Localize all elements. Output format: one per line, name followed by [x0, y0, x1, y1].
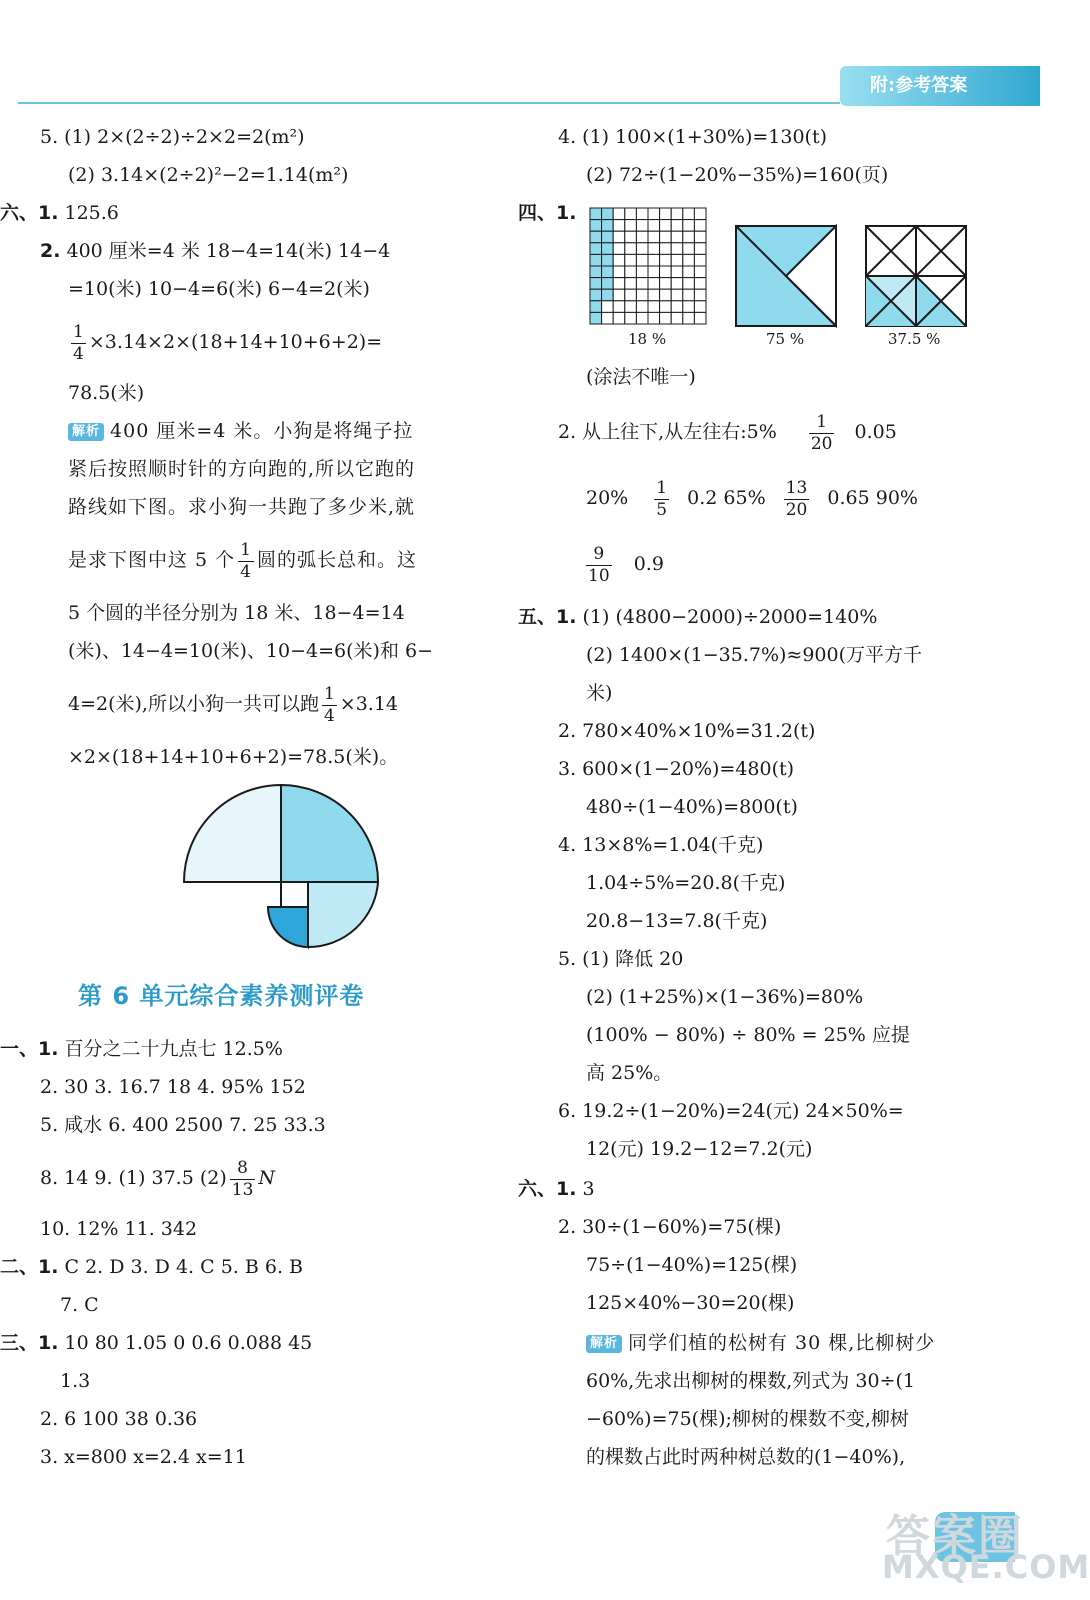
grid-cell	[694, 266, 706, 278]
unit-line-6: 二、1. C 2. D 3. D 4. C 5. B 6. B	[0, 1256, 304, 1278]
right-line-19: (100% − 80%) ÷ 80% = 25% 应提	[586, 1024, 910, 1046]
grid-cell	[671, 278, 683, 290]
right-line-12: 3. 600×(1−20%)=480(t)	[558, 758, 795, 780]
grid-cell	[625, 231, 637, 243]
grid-cell	[602, 254, 614, 266]
right-line-7: $\frac{9}{10}$ 0.9	[588, 543, 664, 586]
grid-cell	[636, 301, 648, 313]
grid-cell	[625, 220, 637, 232]
left-line-5: =10(米) 10−4=6(米) 6−4=2(米)	[68, 278, 370, 300]
grid-cell	[602, 278, 614, 290]
grid-cell	[590, 312, 602, 324]
fraction-1-5: $\frac{1}{5}$	[656, 477, 668, 520]
grid-cell	[625, 278, 637, 290]
grid-cell	[613, 278, 625, 290]
grid-cell	[683, 301, 695, 313]
item-number: 2.	[40, 240, 61, 262]
grid-cell	[660, 312, 672, 324]
grid-cell	[590, 243, 602, 255]
grid-cell	[636, 312, 648, 324]
grid-cell	[671, 208, 683, 220]
grid-cell	[694, 231, 706, 243]
grid-cell	[613, 208, 625, 220]
grid-cell	[625, 289, 637, 301]
grid-cell	[660, 208, 672, 220]
grid-cell	[648, 301, 660, 313]
right-line-17: 5. (1) 降低 20	[558, 948, 684, 970]
grid-cell	[683, 278, 695, 290]
grid-cell	[625, 301, 637, 313]
square-75-percent	[734, 224, 838, 328]
grid-cell	[648, 289, 660, 301]
fraction-13-20: $\frac{13}{20}$	[785, 477, 808, 520]
answer-text: ×3.14×2×(18+14+10+6+2)=	[88, 331, 383, 353]
arc-6-fill	[268, 907, 308, 947]
analysis-line-4: 是求下图中这 5 个 $\frac{1}{4}$ 圆的弧长总和。这	[68, 539, 418, 582]
grid-cell	[671, 289, 683, 301]
unit-line-3: 5. 咸水 6. 400 2500 7. 25 33.3	[40, 1114, 326, 1136]
analysis-tag: 解析	[68, 423, 104, 441]
right-line-22: 12(元) 19.2−12=7.2(元)	[586, 1138, 813, 1160]
right-line-9: (2) 1400×(1−35.7%)≈900(万平方千	[586, 644, 923, 666]
fraction-1-20: $\frac{1}{20}$	[810, 411, 833, 454]
grid-cell	[636, 254, 648, 266]
right-line-20: 高 25%。	[586, 1062, 673, 1084]
grid-cell	[625, 266, 637, 278]
unit-line-10: 2. 6 100 38 0.36	[40, 1408, 198, 1430]
analysis-line-6: (米)、14−4=10(米)、10−4=6(米)和 6−	[68, 640, 433, 662]
grid-cell	[671, 301, 683, 313]
right-line-13: 480÷(1−40%)=800(t)	[586, 796, 798, 818]
grid-cell	[590, 254, 602, 266]
left-line-2: (2) 3.14×(2÷2)²−2=1.14(m²)	[68, 164, 349, 186]
arc-14	[281, 785, 378, 882]
grid-cell	[671, 231, 683, 243]
grid-cell	[648, 278, 660, 290]
right-line-2: (2) 72÷(1−20%−35%)=160(页)	[586, 164, 889, 186]
unit-line-4: 8. 14 9. (1) 37.5 (2) $\frac{8}{13}$ N	[40, 1157, 276, 1200]
grid-cell	[636, 231, 648, 243]
grid-cell	[602, 301, 614, 313]
grid-cell	[590, 220, 602, 232]
analysis-tag: 解析	[586, 1335, 622, 1353]
grid-cell	[648, 312, 660, 324]
answer-text: 400 厘米=4 米 18−4=14(米) 14−4	[66, 240, 391, 262]
right-line-16: 20.8−13=7.8(千克)	[586, 910, 768, 932]
grid-cell	[694, 220, 706, 232]
fraction-9-10: $\frac{9}{10}$	[588, 543, 610, 586]
right-line-21: 6. 19.2÷(1−20%)=24(元) 24×50%=	[558, 1100, 904, 1122]
unit-line-11: 3. x=800 x=2.4 x=11	[40, 1446, 247, 1468]
grid-cell	[683, 289, 695, 301]
grid-cell	[660, 289, 672, 301]
grid-cell	[660, 266, 672, 278]
unit-line-7: 7. C	[60, 1294, 99, 1316]
grid-cell	[625, 208, 637, 220]
caption-18: 18 %	[628, 330, 667, 348]
grid-cell	[602, 243, 614, 255]
left-line-1: 5. (1) 2×(2÷2)÷2×2=2(m²)	[40, 126, 305, 148]
unit-line-8: 三、1. 10 80 1.05 0 0.6 0.088 45	[0, 1332, 313, 1354]
grid-cell	[590, 231, 602, 243]
fraction-8-13: $\frac{8}{13}$	[231, 1157, 254, 1200]
grid-cell	[671, 220, 683, 232]
grid-cell	[602, 266, 614, 278]
grid-cell	[694, 243, 706, 255]
grid-cell	[613, 266, 625, 278]
right-line-11: 2. 780×40%×10%=31.2(t)	[558, 720, 816, 742]
grid-cell	[590, 301, 602, 313]
grid-cell	[648, 208, 660, 220]
left-line-4	[40, 238, 390, 264]
right-line-14: 4. 13×8%=1.04(千克)	[558, 834, 764, 856]
grid-18-percent	[588, 206, 708, 326]
center-square	[281, 882, 308, 907]
fraction-quarter: $\frac{1}{4}$	[240, 539, 252, 582]
right-line-25: 75÷(1−40%)=125(棵)	[586, 1254, 798, 1276]
watermark: 答案圈 MXQE.COM	[882, 1511, 1090, 1586]
grid-cell	[694, 301, 706, 313]
grid-cell	[648, 243, 660, 255]
grid-cell	[671, 266, 683, 278]
grid-cell	[602, 312, 614, 324]
grid-cell	[671, 312, 683, 324]
header-rule	[18, 102, 840, 104]
square-37-5-percent	[864, 224, 968, 328]
grid-cell	[660, 254, 672, 266]
grid-cell	[613, 220, 625, 232]
grid-cell	[660, 301, 672, 313]
grid-cell	[683, 266, 695, 278]
arc-10	[308, 882, 378, 947]
right-line-3: 四、1.	[518, 202, 577, 224]
right-line-15: 1.04÷5%=20.8(千克)	[586, 872, 786, 894]
grid-cell	[694, 208, 706, 220]
header-tab: 附:参考答案	[840, 66, 1040, 106]
grid-cell	[613, 301, 625, 313]
fraction-quarter: $\frac{1}{4}$	[73, 321, 84, 364]
grid-cell	[636, 266, 648, 278]
right-analysis-3: −60%)=75(棵);柳树的棵数不变,柳树	[586, 1408, 909, 1430]
grid-cell	[694, 312, 706, 324]
grid-cell	[590, 278, 602, 290]
right-line-1: 4. (1) 100×(1+30%)=130(t)	[558, 126, 828, 148]
right-analysis-4: 的棵数占此时两种树总数的(1−40%),	[586, 1446, 906, 1468]
section-mark: 六、1.	[0, 202, 59, 224]
grid-cell	[683, 243, 695, 255]
analysis-line-8: ×2×(18+14+10+6+2)=78.5(米)。	[68, 746, 399, 768]
right-analysis-2: 60%,先求出柳树的棵数,列式为 30÷(1	[586, 1370, 915, 1392]
right-line-8: 五、1. (1) (4800−2000)÷2000=140%	[518, 606, 878, 628]
grid-cell	[590, 208, 602, 220]
right-line-26: 125×40%−30=20(棵)	[586, 1292, 795, 1314]
right-line-23: 六、1. 3	[518, 1178, 595, 1200]
right-line-10: 米)	[586, 682, 613, 704]
right-analysis-1: 解析 同学们植的松树有 30 棵,比柳树少	[586, 1330, 935, 1356]
grid-cell	[613, 289, 625, 301]
grid-cell	[636, 243, 648, 255]
grid-cell	[671, 243, 683, 255]
grid-cell	[602, 231, 614, 243]
grid-cell	[590, 266, 602, 278]
grid-cell	[671, 254, 683, 266]
grid-cell	[660, 243, 672, 255]
grid-cell	[602, 220, 614, 232]
grid-cell	[694, 254, 706, 266]
grid-cell	[683, 220, 695, 232]
grid-cell	[602, 208, 614, 220]
grid-cell	[683, 208, 695, 220]
arc-18	[184, 785, 281, 882]
unit-line-5: 10. 12% 11. 342	[40, 1218, 198, 1240]
left-line-6	[68, 314, 382, 370]
unit-title: 第 6 单元综合素养测评卷	[78, 982, 365, 1010]
right-line-18: (2) (1+25%)×(1−36%)=80%	[586, 986, 864, 1008]
grid-cell	[694, 289, 706, 301]
left-line-7: 78.5(米)	[68, 382, 145, 404]
grid-cell	[683, 254, 695, 266]
grid-cell	[613, 254, 625, 266]
grid-cell	[648, 220, 660, 232]
right-line-6: 20% $\frac{1}{5}$ 0.2 65% $\frac{13}{20}$ 0.65 90%	[586, 477, 918, 520]
left-line-3	[0, 200, 119, 226]
answer-text: 125.6	[64, 202, 119, 224]
grid-cell	[636, 278, 648, 290]
grid-cell	[625, 254, 637, 266]
unit-line-2: 2. 30 3. 16.7 18 4. 95% 152	[40, 1076, 306, 1098]
grid-cell	[660, 278, 672, 290]
grid-cell	[625, 243, 637, 255]
grid-cell	[613, 243, 625, 255]
dog-path-figure	[155, 780, 385, 950]
grid-cell	[660, 220, 672, 232]
caption-75: 75 %	[766, 330, 805, 348]
grid-cell	[613, 312, 625, 324]
analysis-line-3: 路线如下图。求小狗一共跑了多少米,就	[68, 496, 416, 518]
grid-cell	[694, 278, 706, 290]
right-line-5: 2. 从上往下,从左往右:5% $\frac{1}{20}$ 0.05	[558, 411, 897, 454]
grid-cell	[625, 312, 637, 324]
unit-line-1: 一、1. 百分之二十九点七 12.5%	[0, 1038, 283, 1060]
right-line-4: (涂法不唯一)	[586, 366, 696, 388]
analysis-line-2: 紧后按照顺时针的方向跑的,所以它跑的	[68, 458, 416, 480]
right-line-24: 2. 30÷(1−60%)=75(棵)	[558, 1216, 782, 1238]
grid-cell	[683, 231, 695, 243]
grid-cell	[660, 231, 672, 243]
grid-cell	[636, 289, 648, 301]
grid-cell	[648, 254, 660, 266]
grid-cell	[613, 231, 625, 243]
fraction-quarter: $\frac{1}{4}$	[323, 683, 335, 726]
grid-cell	[636, 208, 648, 220]
grid-cell	[602, 289, 614, 301]
analysis-line-1: 解析 400 厘米=4 米。小狗是将绳子拉	[68, 418, 413, 444]
unit-line-9: 1.3	[60, 1370, 91, 1392]
analysis-line-7: 4=2(米),所以小狗一共可以跑 $\frac{1}{4}$ ×3.14	[68, 683, 399, 726]
grid-cell	[683, 312, 695, 324]
grid-cell	[648, 266, 660, 278]
grid-cell	[636, 220, 648, 232]
caption-37-5: 37.5 %	[888, 330, 941, 348]
grid-cell	[590, 289, 602, 301]
grid-cell	[648, 231, 660, 243]
analysis-line-5: 5 个圆的半径分别为 18 米、18−4=14	[68, 602, 405, 624]
